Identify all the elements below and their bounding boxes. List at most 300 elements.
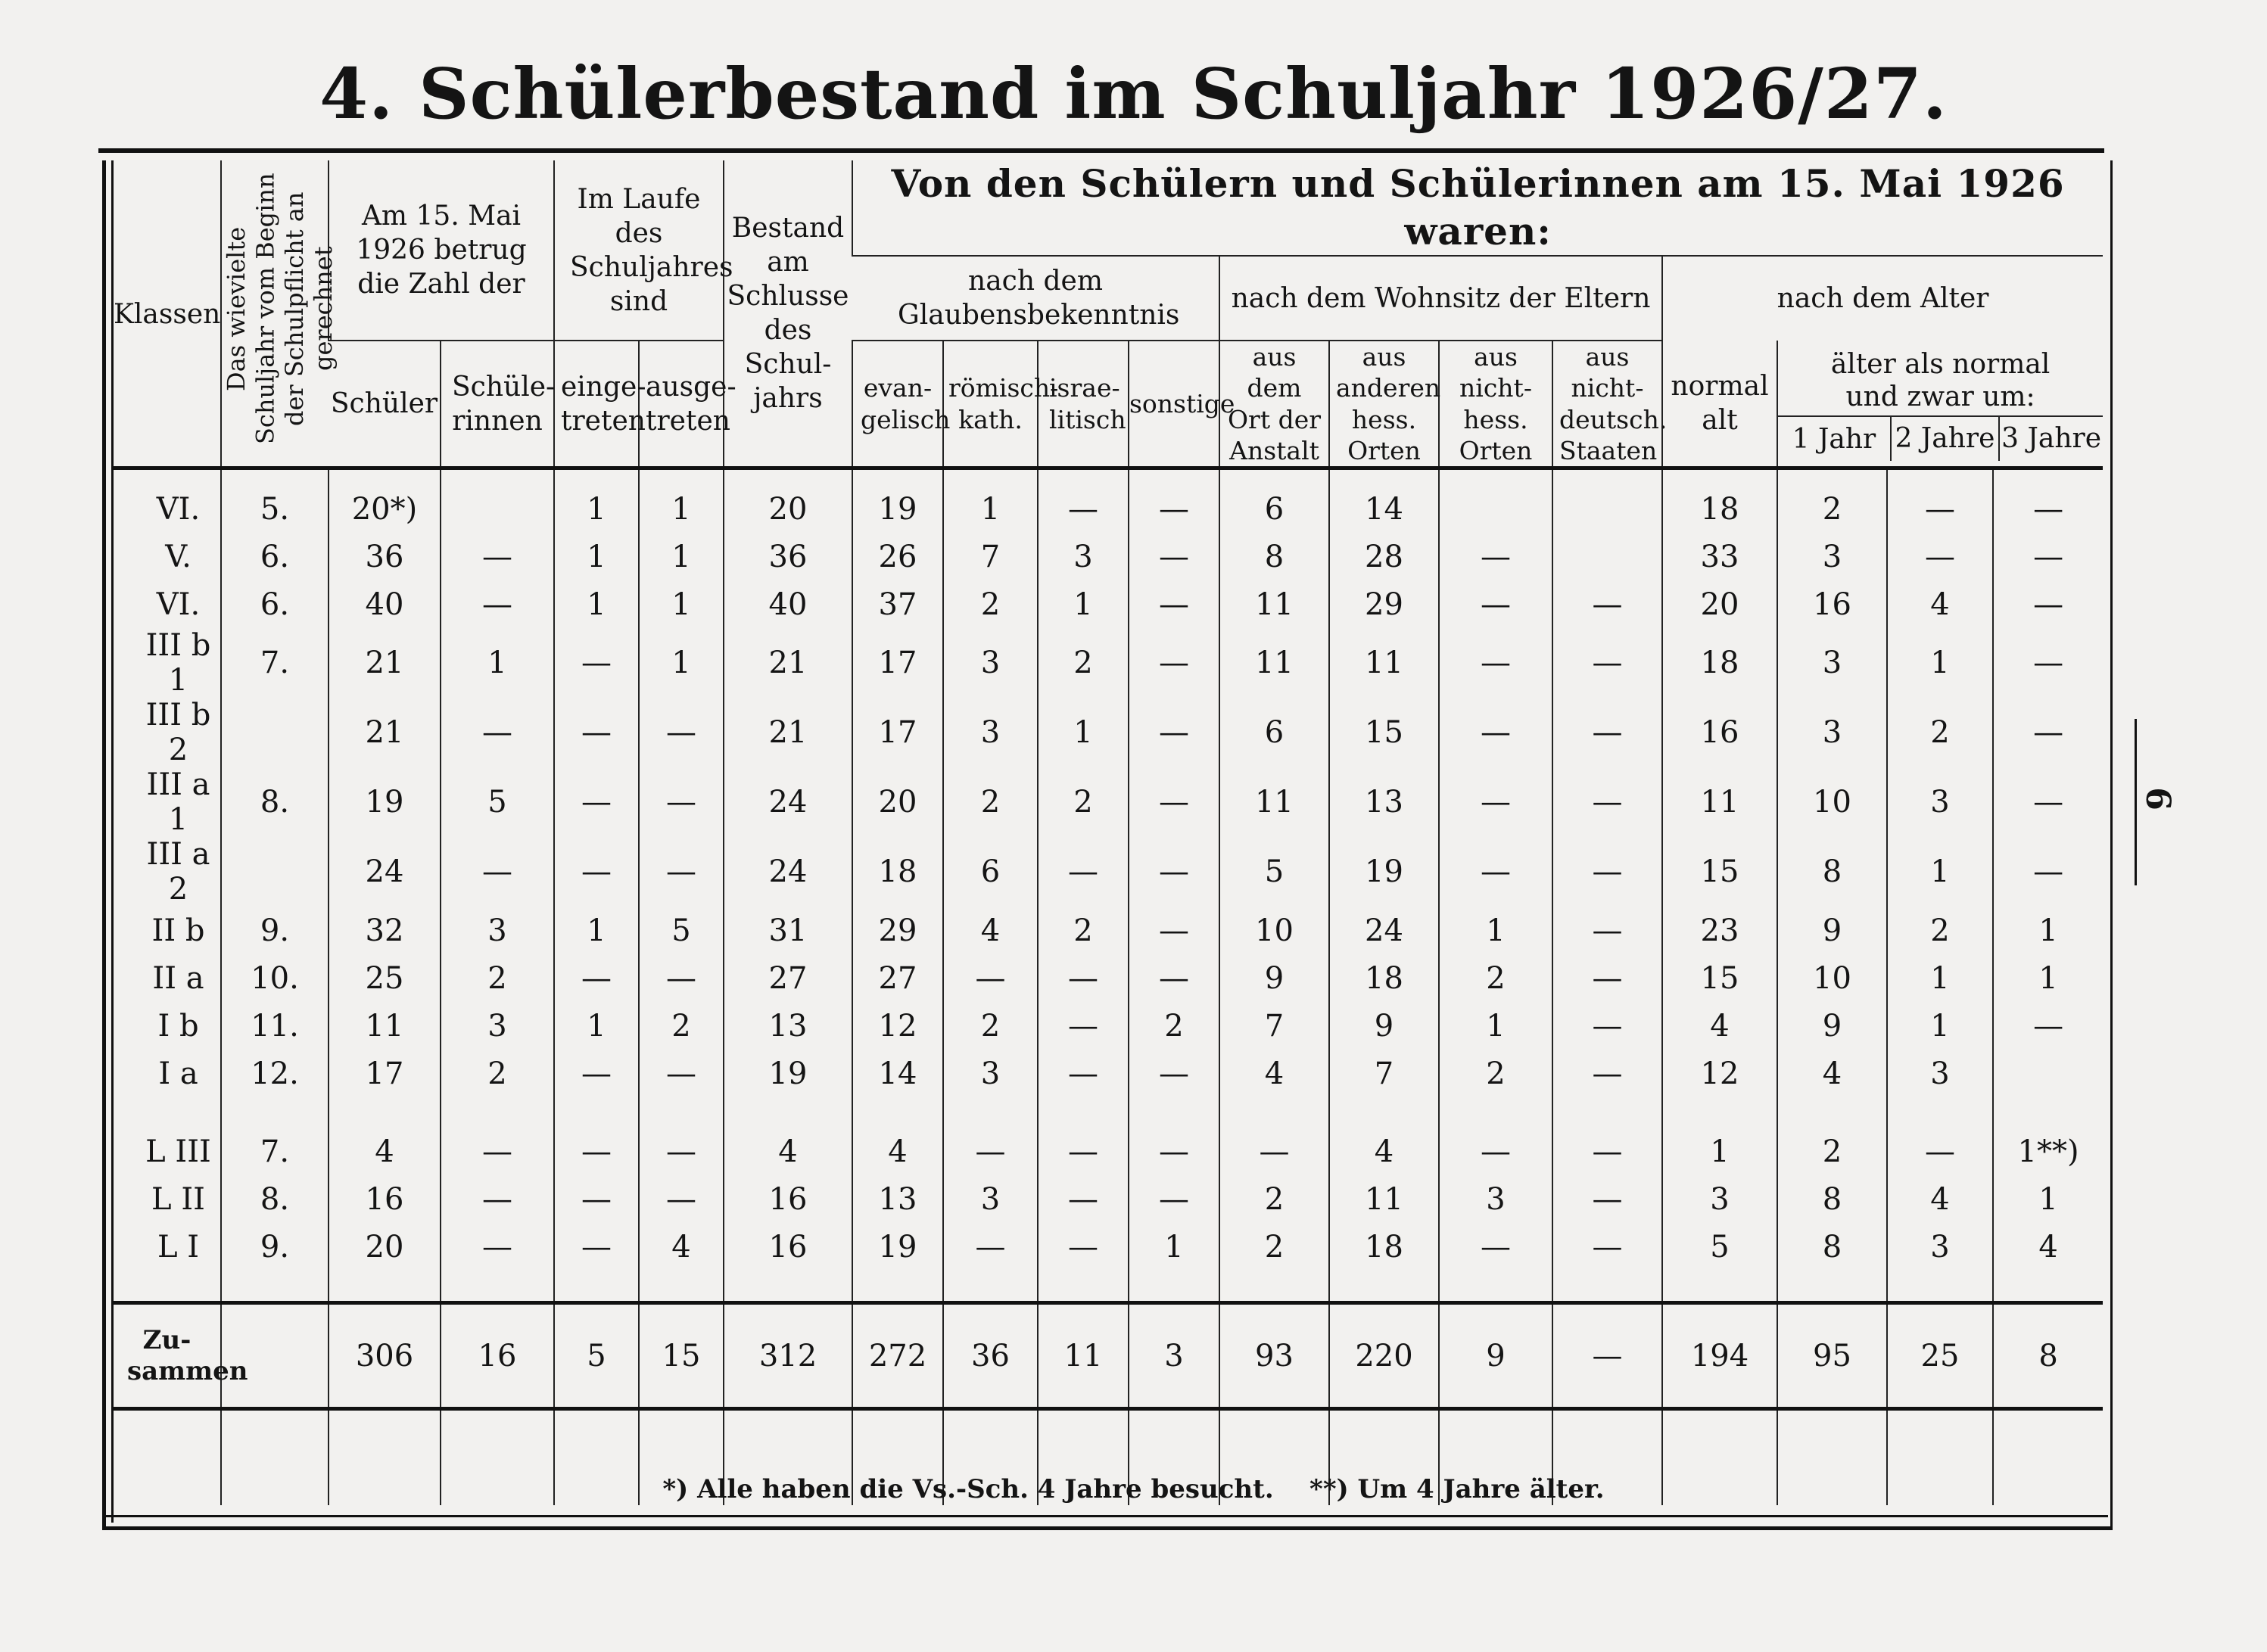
cell-j1: 3	[1777, 628, 1887, 698]
cell-nh: 2	[1439, 954, 1552, 1002]
cell-nh: 2	[1439, 1050, 1552, 1097]
cell-is: 2	[1038, 767, 1129, 837]
cell-b: 27	[724, 954, 852, 1002]
cell-m: 21	[329, 698, 441, 767]
cell-rk: 2	[943, 767, 1038, 837]
cell-c: III b 2	[145, 698, 211, 767]
cell-e: —	[554, 698, 639, 767]
cell-s: 7.	[221, 628, 329, 698]
sum-is: 11	[1038, 1303, 1129, 1409]
cell-ev: 26	[852, 533, 943, 580]
cell-rk: 3	[943, 698, 1038, 767]
cell-ev: 37	[852, 580, 943, 628]
cell-ev: 17	[852, 628, 943, 698]
cell-j3: —	[1993, 533, 2103, 580]
cell-ort: 11	[1219, 628, 1329, 698]
table-row	[114, 907, 2103, 954]
table-row	[114, 837, 2103, 907]
cell-j2: 1	[1887, 628, 1993, 698]
sum-j2: 25	[1887, 1303, 1993, 1409]
cell-e: 1	[554, 1002, 639, 1050]
cell-hess: 11	[1329, 1175, 1439, 1223]
cell-c: III a 2	[146, 837, 210, 907]
cell-c: VI.	[156, 491, 201, 527]
cell-c: L I	[157, 1229, 200, 1265]
cell-n: 5	[1662, 1223, 1777, 1271]
cell-ev: 19	[852, 1223, 943, 1271]
cell-ort: 2	[1219, 1175, 1329, 1223]
cell-c: II a	[152, 960, 204, 996]
sum-ev: 272	[852, 1303, 943, 1409]
cell-nd	[1552, 533, 1662, 580]
cell-hess: 19	[1329, 837, 1439, 907]
table-row	[114, 767, 2103, 837]
cell-w: —	[441, 1128, 554, 1175]
cell-a: —	[639, 1050, 724, 1097]
cell-n: 15	[1662, 837, 1777, 907]
cell-nh	[1439, 485, 1552, 533]
cell-j3: 1	[1993, 907, 2103, 954]
cell-s: 10.	[221, 954, 329, 1002]
cell-ort: 11	[1219, 580, 1329, 628]
cell-nh: —	[1439, 767, 1552, 837]
cell-j2: 4	[1887, 580, 1993, 628]
table-row	[114, 954, 2103, 1002]
header-sonstige: sonstige	[1129, 341, 1219, 468]
cell-m: 20	[329, 1223, 441, 1271]
cell-e: —	[554, 1223, 639, 1271]
cell-a: 1	[639, 533, 724, 580]
cell-j1: 2	[1777, 1128, 1887, 1175]
cell-j3: 1	[1993, 954, 2103, 1002]
cell-n: 1	[1662, 1128, 1777, 1175]
sum-m: 306	[329, 1303, 441, 1409]
cell-ort: 2	[1219, 1223, 1329, 1271]
cell-c: I b	[157, 1008, 199, 1044]
cell-s: 7.	[221, 1128, 329, 1175]
cell-j2: 3	[1887, 1223, 1993, 1271]
table-body-lyzeum	[114, 1128, 2103, 1303]
cell-a: 5	[639, 907, 724, 954]
cell-e: 1	[554, 580, 639, 628]
cell-hess: 13	[1329, 767, 1439, 837]
cell-c: L II	[151, 1181, 205, 1217]
header-aelter-group	[1777, 341, 2103, 468]
sum-j3: 8	[1993, 1303, 2103, 1409]
cell-j1: 2	[1777, 485, 1887, 533]
cell-nh: —	[1439, 533, 1552, 580]
cell-ev: 14	[852, 1050, 943, 1097]
cell-is: —	[1038, 1002, 1129, 1050]
cell-rk: 4	[943, 907, 1038, 954]
cell-ort: 7	[1219, 1002, 1329, 1050]
header-alter: nach dem Alter	[1662, 256, 2103, 341]
header-normal: normal alt	[1662, 341, 1777, 468]
page-number-marker	[2135, 719, 2182, 885]
cell-nd: —	[1552, 1002, 1662, 1050]
cell-hess: 18	[1329, 954, 1439, 1002]
cell-hess: 29	[1329, 580, 1439, 628]
table-row	[114, 1223, 2103, 1271]
cell-a: 1	[639, 485, 724, 533]
header-3-jahre: 3 Jahre	[1998, 417, 2103, 461]
cell-ev: 4	[852, 1128, 943, 1175]
cell-m: 21	[329, 628, 441, 698]
cell-ort: 4	[1219, 1050, 1329, 1097]
cell-m: 20*)	[329, 485, 441, 533]
cell-w: —	[441, 1175, 554, 1223]
cell-ev: 18	[852, 837, 943, 907]
bottom-double-rule	[102, 1515, 2108, 1517]
cell-hess: 28	[1329, 533, 1439, 580]
cell-b: 21	[724, 698, 852, 767]
cell-j2: 1	[1887, 1002, 1993, 1050]
cell-e: —	[554, 837, 639, 907]
cell-so: —	[1129, 837, 1219, 907]
sum-ort: 93	[1219, 1303, 1329, 1409]
cell-nd: —	[1552, 767, 1662, 837]
cell-a: —	[639, 1175, 724, 1223]
cell-w: 3	[441, 1002, 554, 1050]
cell-c: III a 1	[146, 767, 210, 837]
cell-s: 9.	[221, 1223, 329, 1271]
cell-ev: 13	[852, 1175, 943, 1223]
cell-nd: —	[1552, 837, 1662, 907]
cell-c: V.	[165, 539, 192, 574]
cell-b: 36	[724, 533, 852, 580]
cell-s: 9.	[221, 907, 329, 954]
cell-e: —	[554, 767, 639, 837]
cell-nh: —	[1439, 837, 1552, 907]
cell-is: —	[1038, 1175, 1129, 1223]
page-title: 4. Schülerbestand im Schuljahr 1926/27.	[319, 53, 1948, 135]
spacer-row	[114, 468, 2103, 486]
cell-is: 2	[1038, 907, 1129, 954]
cell-n: 20	[1662, 580, 1777, 628]
cell-c: L III	[145, 1134, 211, 1169]
cell-so: —	[1129, 907, 1219, 954]
cell-j1: 4	[1777, 1050, 1887, 1097]
cell-b: 20	[724, 485, 852, 533]
cell-w	[441, 485, 554, 533]
cell-nd	[1552, 485, 1662, 533]
cell-j2: —	[1887, 533, 1993, 580]
cell-so: —	[1129, 1128, 1219, 1175]
header-bestand: Bestand am Schlusse des Schul-jahrs	[724, 160, 852, 468]
spacer-row	[114, 1097, 2103, 1128]
table-row	[114, 698, 2103, 767]
cell-a: 2	[639, 1002, 724, 1050]
cell-rk: —	[943, 1223, 1038, 1271]
cell-nh: 1	[1439, 907, 1552, 954]
cell-c: II b	[151, 913, 205, 948]
cell-hess: 11	[1329, 628, 1439, 698]
header-evangelisch: evan-gelisch	[852, 341, 943, 468]
cell-b: 13	[724, 1002, 852, 1050]
cell-j3: 1**)	[1993, 1128, 2103, 1175]
header-glaubensbekenntnis: nach dem Glaubensbekenntnis	[852, 256, 1219, 341]
cell-b: 24	[724, 767, 852, 837]
sum-b: 312	[724, 1303, 852, 1409]
cell-j2: 1	[1887, 954, 1993, 1002]
cell-j2: 3	[1887, 1050, 1993, 1097]
cell-e: —	[554, 1128, 639, 1175]
sum-e: 5	[554, 1303, 639, 1409]
header-aelter: älter als normal und zwar um:	[1778, 346, 2103, 417]
cell-rk: —	[943, 954, 1038, 1002]
header-roemisch: römisch-kath.	[943, 341, 1038, 468]
student-table	[114, 160, 2103, 1505]
cell-a: —	[639, 698, 724, 767]
cell-a: —	[639, 767, 724, 837]
cell-is: 1	[1038, 580, 1129, 628]
cell-s	[221, 698, 329, 767]
cell-is: —	[1038, 485, 1129, 533]
cell-ort: 9	[1219, 954, 1329, 1002]
header-klassen: Klassen	[114, 160, 221, 468]
cell-m: 19	[329, 767, 441, 837]
cell-w: 3	[441, 907, 554, 954]
cell-e: 1	[554, 485, 639, 533]
cell-rk: 2	[943, 580, 1038, 628]
cell-m: 16	[329, 1175, 441, 1223]
cell-j2: 3	[1887, 767, 1993, 837]
cell-s: 6.	[221, 580, 329, 628]
cell-nh: —	[1439, 628, 1552, 698]
cell-j1: 16	[1777, 580, 1887, 628]
cell-is: 3	[1038, 533, 1129, 580]
cell-j3: —	[1993, 1002, 2103, 1050]
sum-row	[114, 1303, 2103, 1409]
cell-w: —	[441, 698, 554, 767]
cell-nd: —	[1552, 1223, 1662, 1271]
cell-a: —	[639, 1128, 724, 1175]
cell-ev: 12	[852, 1002, 943, 1050]
cell-so: —	[1129, 767, 1219, 837]
spacer-row	[114, 1271, 2103, 1303]
cell-e: —	[554, 628, 639, 698]
cell-is: —	[1038, 1223, 1129, 1271]
header-schuljahr: Das wievielte Schuljahr vom Beginn der Schulpflicht an gerechnet	[221, 160, 329, 468]
sum-w: 16	[441, 1303, 554, 1409]
header-israelitisch: israe-litisch	[1038, 341, 1129, 468]
cell-j3: —	[1993, 767, 2103, 837]
cell-hess: 15	[1329, 698, 1439, 767]
header-ort-der-anstalt: aus dem Ort der Anstalt	[1219, 341, 1329, 468]
cell-nd: —	[1552, 907, 1662, 954]
cell-s: 8.	[221, 767, 329, 837]
header-nicht-hess: aus nicht-hess. Orten	[1439, 341, 1552, 468]
cell-hess: 7	[1329, 1050, 1439, 1097]
cell-so: —	[1129, 1050, 1219, 1097]
cell-e: —	[554, 1050, 639, 1097]
cell-ort: 10	[1219, 907, 1329, 954]
cell-b: 21	[724, 628, 852, 698]
cell-e: 1	[554, 533, 639, 580]
cell-nh: —	[1439, 1128, 1552, 1175]
cell-s: 6.	[221, 533, 329, 580]
cell-n: 23	[1662, 907, 1777, 954]
sum-label: Zu-sammen	[114, 1303, 221, 1409]
cell-so: —	[1129, 698, 1219, 767]
cell-nh: 3	[1439, 1175, 1552, 1223]
header-eingetreten: einge-treten	[554, 341, 639, 468]
cell-j2: —	[1887, 1128, 1993, 1175]
cell-m: 17	[329, 1050, 441, 1097]
cell-j1: 8	[1777, 1223, 1887, 1271]
cell-j1: 3	[1777, 698, 1887, 767]
cell-n: 15	[1662, 954, 1777, 1002]
cell-w: 2	[441, 1050, 554, 1097]
cell-c: III b 1	[145, 628, 211, 698]
table-row	[114, 1050, 2103, 1097]
cell-j3: —	[1993, 698, 2103, 767]
header-ausgetreten: ausge-treten	[639, 341, 724, 468]
cell-b: 16	[724, 1175, 852, 1223]
sum-nh: 9	[1439, 1303, 1552, 1409]
header-am-15-mai: Am 15. Mai 1926 betrug die Zahl der	[329, 160, 554, 341]
cell-e: —	[554, 954, 639, 1002]
cell-n: 18	[1662, 485, 1777, 533]
cell-ort: 8	[1219, 533, 1329, 580]
table-row	[114, 1175, 2103, 1223]
cell-ort: —	[1219, 1128, 1329, 1175]
cell-rk: 2	[943, 1002, 1038, 1050]
header-schueler: Schüler	[330, 388, 438, 419]
cell-a: 4	[639, 1223, 724, 1271]
header-schuelerinnen: Schüle-rinnen	[441, 341, 554, 468]
cell-j2: —	[1887, 485, 1993, 533]
cell-rk: 1	[943, 485, 1038, 533]
cell-b: 16	[724, 1223, 852, 1271]
cell-hess: 9	[1329, 1002, 1439, 1050]
cell-m: 25	[329, 954, 441, 1002]
cell-so: —	[1129, 533, 1219, 580]
sum-rk: 36	[943, 1303, 1038, 1409]
cell-e: —	[554, 1175, 639, 1223]
cell-hess: 24	[1329, 907, 1439, 954]
cell-rk: 3	[943, 1050, 1038, 1097]
table-row	[114, 533, 2103, 580]
cell-nd: —	[1552, 1128, 1662, 1175]
cell-a: —	[639, 837, 724, 907]
cell-j3	[1993, 1050, 2103, 1097]
cell-is: —	[1038, 1128, 1129, 1175]
page-number: 6	[2138, 787, 2177, 810]
cell-j1: 8	[1777, 837, 1887, 907]
cell-w: —	[441, 580, 554, 628]
cell-n: 33	[1662, 533, 1777, 580]
cell-j3: 4	[1993, 1223, 2103, 1271]
table-row	[114, 1128, 2103, 1175]
cell-is: 1	[1038, 698, 1129, 767]
cell-j2: 2	[1887, 698, 1993, 767]
cell-nh: —	[1439, 580, 1552, 628]
cell-m: 24	[329, 837, 441, 907]
sum-j1: 95	[1777, 1303, 1887, 1409]
cell-n: 16	[1662, 698, 1777, 767]
cell-a: 1	[639, 580, 724, 628]
cell-m: 11	[329, 1002, 441, 1050]
cell-b: 4	[724, 1128, 852, 1175]
cell-j1: 3	[1777, 533, 1887, 580]
cell-so: 1	[1129, 1223, 1219, 1271]
cell-j3: —	[1993, 485, 2103, 533]
cell-nh: —	[1439, 1223, 1552, 1271]
cell-w: 2	[441, 954, 554, 1002]
cell-rk: 3	[943, 628, 1038, 698]
cell-n: 12	[1662, 1050, 1777, 1097]
cell-rk: 7	[943, 533, 1038, 580]
cell-ort: 5	[1219, 837, 1329, 907]
cell-s: 12.	[221, 1050, 329, 1097]
table-row	[114, 580, 2103, 628]
cell-so: —	[1129, 485, 1219, 533]
header-nicht-deutsch: aus nicht-deutsch. Staaten	[1552, 341, 1662, 468]
cell-m: 40	[329, 580, 441, 628]
sum-hess: 220	[1329, 1303, 1439, 1409]
sum-so: 3	[1129, 1303, 1219, 1409]
cell-n: 18	[1662, 628, 1777, 698]
cell-c: I a	[158, 1056, 198, 1091]
cell-ort: 6	[1219, 485, 1329, 533]
cell-w: —	[441, 837, 554, 907]
cell-n: 11	[1662, 767, 1777, 837]
cell-w: 1	[441, 628, 554, 698]
cell-e: 1	[554, 907, 639, 954]
header-1-jahr: 1 Jahr	[1792, 423, 1876, 455]
cell-ort: 6	[1219, 698, 1329, 767]
title-rule	[98, 148, 2104, 153]
cell-nh: 1	[1439, 1002, 1552, 1050]
cell-ev: 20	[852, 767, 943, 837]
cell-s	[221, 837, 329, 907]
cell-j1: 9	[1777, 907, 1887, 954]
footnote: *) Alle haben die Vs.-Sch. 4 Jahre besucht. **) Um 4 Jahre älter.	[662, 1474, 1605, 1504]
cell-ev: 19	[852, 485, 943, 533]
cell-s: 11.	[221, 1002, 329, 1050]
header-von-den-schuelern: Von den Schülern und Schülerinnen am 15. Mai 1926 waren:	[852, 160, 2103, 256]
cell-is: —	[1038, 954, 1129, 1002]
cell-j1: 10	[1777, 767, 1887, 837]
cell-s: 5.	[221, 485, 329, 533]
cell-b: 40	[724, 580, 852, 628]
cell-j3: —	[1993, 628, 2103, 698]
cell-nd: —	[1552, 954, 1662, 1002]
cell-nd: —	[1552, 628, 1662, 698]
cell-m: 36	[329, 533, 441, 580]
cell-nh: —	[1439, 698, 1552, 767]
cell-a: 1	[639, 628, 724, 698]
cell-nd: —	[1552, 580, 1662, 628]
cell-ev: 27	[852, 954, 943, 1002]
sum-nd: —	[1552, 1303, 1662, 1409]
cell-j1: 8	[1777, 1175, 1887, 1223]
cell-m: 32	[329, 907, 441, 954]
cell-j3: —	[1993, 837, 2103, 907]
cell-so: 2	[1129, 1002, 1219, 1050]
cell-b: 31	[724, 907, 852, 954]
cell-n: 4	[1662, 1002, 1777, 1050]
cell-j3: 1	[1993, 1175, 2103, 1223]
cell-a: —	[639, 954, 724, 1002]
cell-so: —	[1129, 1175, 1219, 1223]
cell-is: —	[1038, 1050, 1129, 1097]
sum-a: 15	[639, 1303, 724, 1409]
header-im-laufe: Im Laufe des Schuljahres sind	[554, 160, 724, 341]
cell-j3: —	[1993, 580, 2103, 628]
cell-w: —	[441, 533, 554, 580]
